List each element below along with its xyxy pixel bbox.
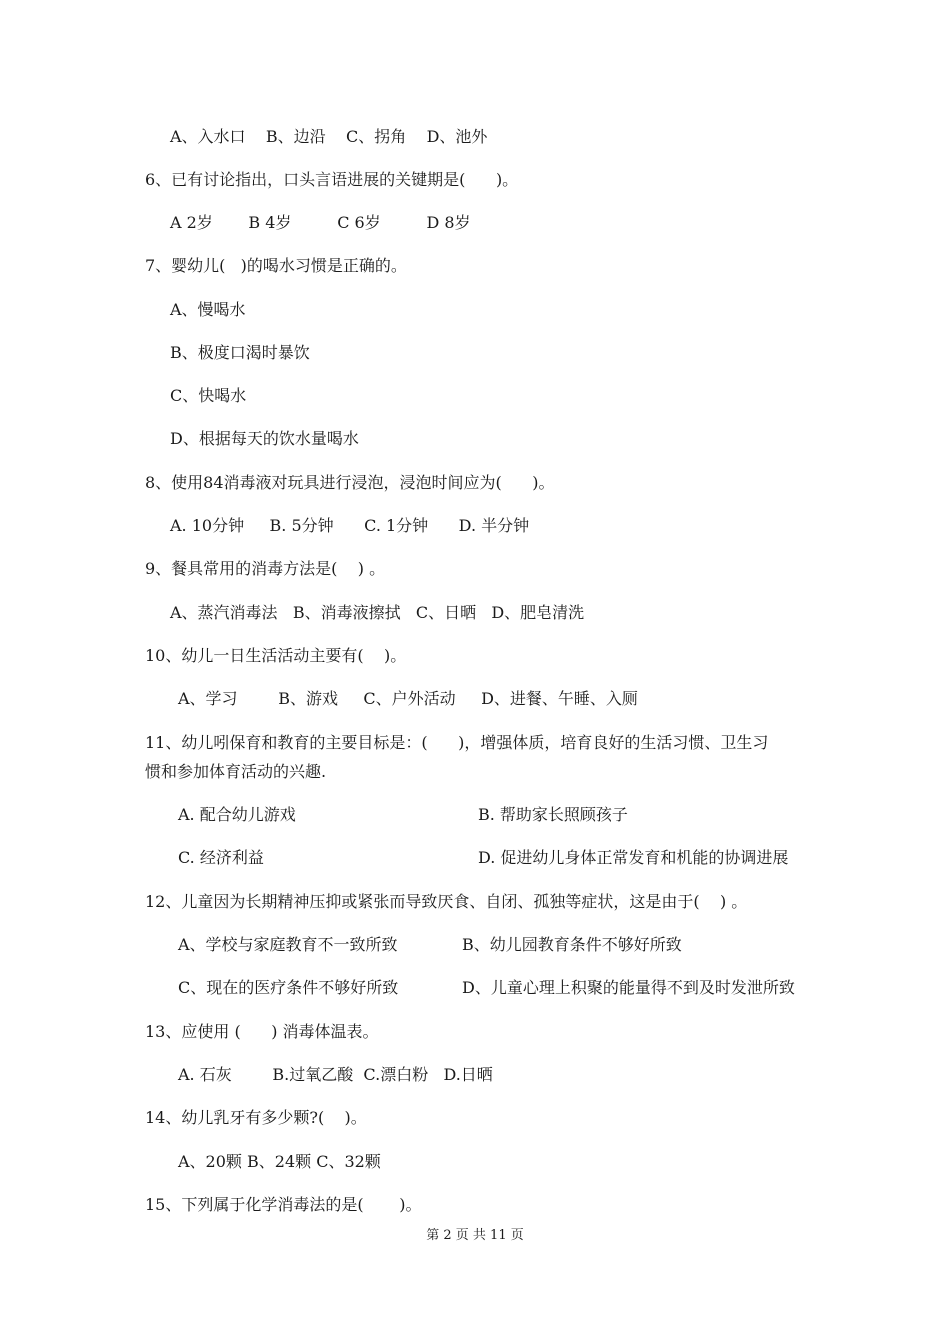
q7-option-b: B、极度口渴时暴饮	[170, 343, 310, 362]
q6-options: A 2岁 B 4岁 C 6岁 D 8岁	[170, 213, 471, 232]
q11-stem-continued: 惯和参加体育活动的兴趣.	[145, 762, 327, 781]
q7-stem: 7、婴幼儿( )的喝水习惯是正确的。	[145, 256, 407, 275]
q8-stem: 8、使用84消毒液对玩具进行浸泡，浸泡时间应为( )。	[145, 473, 555, 492]
q11-option-b: B. 帮助家长照顾孩子	[478, 805, 628, 824]
q10-options: A、学习 B、游戏 C、户外活动 D、进餐、午睡、入厕	[178, 689, 638, 708]
q7-option-a: A、慢喝水	[170, 300, 246, 319]
q6-stem: 6、已有讨论指出，口头言语进展的关键期是( )。	[145, 170, 519, 189]
q7-option-d: D、根据每天的饮水量喝水	[170, 429, 359, 448]
q7-option-c: C、快喝水	[170, 386, 247, 405]
q13-options: A. 石灰 B.过氧乙酸 C.漂白粉 D.日晒	[178, 1065, 493, 1084]
q12-stem: 12、儿童因为长期精神压抑或紧张而导致厌食、自闭、孤独等症状，这是由于( ) 。	[145, 892, 748, 911]
q9-options: A、蒸汽消毒法 B、消毒液擦拭 C、日晒 D、肥皂清洗	[170, 603, 585, 622]
q11-option-a: A. 配合幼儿游戏	[178, 805, 296, 824]
page-footer: 第 2 页 共 11 页	[426, 1228, 524, 1243]
q10-stem: 10、幼儿一日生活活动主要有( )。	[145, 646, 407, 665]
q15-stem: 15、下列属于化学消毒法的是( )。	[145, 1195, 422, 1214]
q12-option-b: B、幼儿园教育条件不够好所致	[462, 935, 682, 954]
q11-stem: 11、幼儿吲保育和教育的主要目标是：( )，增强体质，培育良好的生活习惯、卫生习	[145, 733, 769, 752]
q13-stem: 13、应使用 ( ) 消毒体温表。	[145, 1022, 379, 1041]
q14-stem: 14、幼儿乳牙有多少颗?( )。	[145, 1108, 367, 1127]
q14-options: A、20颗 B、24颗 C、32颗	[178, 1152, 381, 1171]
q11-option-d: D. 促进幼儿身体正常发育和机能的协调进展	[478, 848, 789, 867]
q5-options: A、入水口 B、边沿 C、拐角 D、池外	[170, 127, 488, 146]
q11-option-c: C. 经济利益	[178, 848, 264, 867]
q12-option-c: C、现在的医疗条件不够好所致	[178, 978, 399, 997]
q12-option-a: A、学校与家庭教育不一致所致	[178, 935, 398, 954]
q12-option-d: D、儿童心理上积聚的能量得不到及时发泄所致	[462, 978, 795, 997]
q8-options: A. 10分钟 B. 5分钟 C. 1分钟 D. 半分钟	[170, 516, 530, 535]
q9-stem: 9、餐具常用的消毒方法是( ) 。	[145, 559, 386, 578]
